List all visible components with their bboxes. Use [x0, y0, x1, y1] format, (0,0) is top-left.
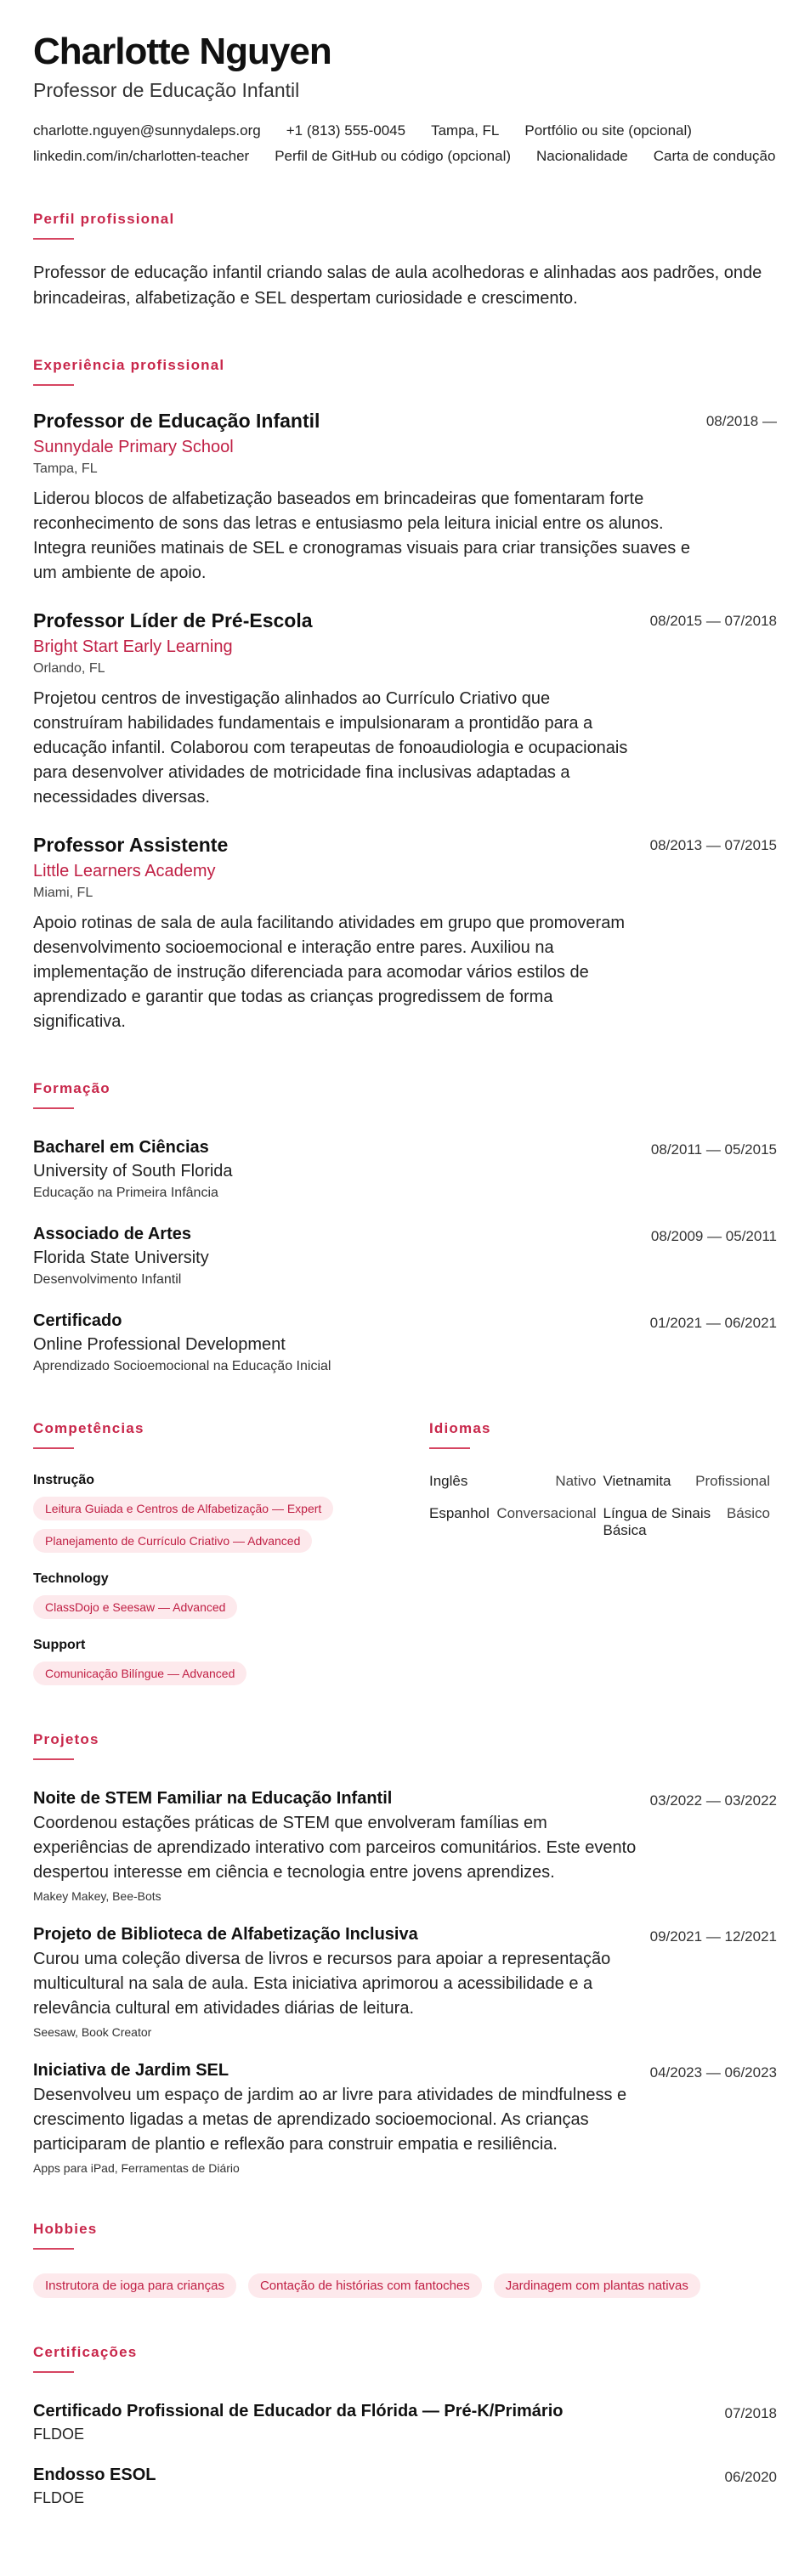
skill-category: Instrução [33, 1472, 95, 1487]
contact-location: Tampa, FL [431, 122, 500, 139]
experience-item [33, 609, 777, 810]
section-heading: Formação [33, 1079, 110, 1096]
field-of-study: Desenvolvimento Infantil [33, 1271, 182, 1287]
certification-item [33, 2466, 777, 2507]
job-date: 08/2013 — 07/2015 [649, 836, 777, 853]
education-section [33, 1080, 777, 1374]
project-tools: Makey Makey, Bee-Bots [33, 1888, 161, 1903]
certification-date: 07/2018 [724, 2404, 777, 2421]
experience-section [33, 357, 777, 1034]
contact-list [33, 122, 777, 165]
language-name: Vietnamita [603, 1472, 671, 1489]
contact-github[interactable]: Perfil de GitHub ou código (opcional) [275, 147, 512, 164]
hobbies-section [33, 2221, 777, 2298]
profile-section [33, 211, 777, 311]
skill-tag: Comunicação Bilíngue — Advanced [33, 1662, 246, 1685]
languages-section [429, 1420, 777, 1685]
job-description: Apoio rotinas de sala de aula facilitando atividades em grupo que promoveram desenvolvimento socioemocional e interação entre pares. Auxiliou na implementação de instrução diferenciada para acomodar vários estilos de aprendizado e garantir que todas as crianças progredissem de forma significativa. [33, 913, 625, 1031]
language-name: Espanhol [429, 1504, 490, 1521]
contact-linkedin[interactable]: linkedin.com/in/charlotten-teacher [33, 147, 250, 164]
language-name: Inglês [429, 1472, 468, 1489]
job-location: Orlando, FL [33, 660, 105, 676]
field-of-study: Aprendizado Socioemocional na Educação Inicial [33, 1358, 331, 1373]
skill-tag: Leitura Guiada e Centros de Alfabetização — Expert [33, 1497, 333, 1520]
skill-group [33, 1638, 429, 1685]
certification-issuer: FLDOE [33, 2425, 85, 2443]
contact-driving-license: Carta de condução [653, 147, 776, 164]
language-level: Profissional [695, 1472, 770, 1489]
skill-group [33, 1473, 429, 1553]
job-title: Professor Assistente [33, 833, 229, 856]
candidate-title: Professor de Educação Infantil [33, 78, 300, 101]
school-name: University of South Florida [33, 1161, 233, 1180]
project-description: Curou uma coleção diversa de livros e recursos para apoiar a representação multicultural na sala de aula. Esta iniciativa aprimorou a acessibilidade e a relevância cultural em atividades diárias de leitura. [33, 1949, 611, 2018]
job-location: Miami, FL [33, 885, 93, 900]
section-heading: Projetos [33, 1730, 99, 1747]
language-level: Conversacional [496, 1504, 597, 1521]
project-tools: Seesaw, Book Creator [33, 2024, 152, 2039]
degree-title: Certificado [33, 1311, 122, 1330]
section-heading: Hobbies [33, 2220, 98, 2237]
company-name: Little Learners Academy [33, 861, 216, 880]
job-location: Tampa, FL [33, 461, 98, 476]
certification-name: Endosso ESOL [33, 2465, 156, 2484]
project-item [33, 1789, 777, 1903]
project-description: Desenvolveu um espaço de jardim ao ar livre para atividades de mindfulness e crescimento ligadas a metas de aprendizado socioemocional. As crianças participaram de plantio e reflexão para construir empatia e resiliência. [33, 2085, 627, 2154]
education-date: 01/2021 — 06/2021 [649, 1314, 777, 1331]
skill-tag: Planejamento de Currículo Criativo — Advanced [33, 1529, 312, 1553]
hobby-tag: Contação de histórias com fantoches [248, 2273, 482, 2298]
certification-issuer: FLDOE [33, 2488, 85, 2506]
hobby-tag: Jardinagem com plantas nativas [494, 2273, 700, 2298]
certifications-section [33, 2344, 777, 2507]
job-description: Projetou centros de investigação alinhados ao Currículo Criativo que construíram habilidades fundamentais e impulsionaram a prontidão para a educação infantil. Colaborou com terapeutas de fonoaudiologia e ocupacionais para desenvolver atividades de motricidade fina inclusivas adaptadas a necessidades diversas. [33, 688, 628, 807]
certification-item [33, 2402, 777, 2443]
section-divider [33, 1758, 74, 1760]
project-description: Coordenou estações práticas de STEM que envolveram famílias em experiências de aprendizado interativo com parceiros comunitários. Este evento despertou interesse em ciência e tecnologia entre jovens aprendizes. [33, 1813, 637, 1882]
profile-summary: Professor de educação infantil criando salas de aula acolhedoras e alinhadas aos padrões, onde brincadeiras, alfabetização e SEL despertam curiosidade e crescimento. [33, 263, 762, 308]
job-title: Professor de Educação Infantil [33, 409, 320, 432]
degree-title: Associado de Artes [33, 1224, 191, 1243]
project-item [33, 2061, 777, 2175]
contact-phone[interactable]: +1 (813) 555-0045 [286, 122, 406, 139]
company-name: Sunnydale Primary School [33, 437, 234, 456]
experience-item [33, 410, 777, 586]
candidate-name: Charlotte Nguyen [33, 31, 331, 72]
section-divider [429, 1447, 470, 1449]
job-title: Professor Líder de Pré-Escola [33, 609, 313, 631]
project-date: 04/2023 — 06/2023 [649, 2064, 777, 2081]
contact-portfolio[interactable]: Portfólio ou site (opcional) [524, 122, 692, 139]
job-description: Liderou blocos de alfabetização baseados em brincadeiras que fomentaram forte reconhecimento de sons das letras e entusiasmo pela leitura inicial entre os alunos. Integra reuniões matinais de SEL e cronogramas visuais para criar transições suaves e um ambiente de apoio. [33, 489, 690, 582]
project-date: 09/2021 — 12/2021 [649, 1928, 777, 1945]
school-name: Florida State University [33, 1248, 209, 1267]
education-item [33, 1311, 777, 1374]
language-level: Básico [726, 1504, 770, 1521]
language-item [603, 1473, 778, 1490]
section-divider [33, 1107, 74, 1109]
projects-section [33, 1731, 777, 2175]
skill-category: Support [33, 1637, 86, 1652]
skill-category: Technology [33, 1571, 109, 1586]
education-date: 08/2011 — 05/2015 [650, 1141, 777, 1158]
project-title: Projeto de Biblioteca de Alfabetização Inclusiva [33, 1924, 418, 1944]
section-heading: Competências [33, 1419, 144, 1436]
project-title: Iniciativa de Jardim SEL [33, 2060, 229, 2080]
skill-group [33, 1571, 429, 1619]
section-divider [33, 2248, 74, 2250]
language-item [603, 1505, 778, 1539]
section-heading: Idiomas [429, 1419, 491, 1436]
field-of-study: Educação na Primeira Infância [33, 1185, 218, 1200]
contact-nationality: Nacionalidade [536, 147, 628, 164]
company-name: Bright Start Early Learning [33, 637, 233, 656]
language-item [429, 1505, 603, 1539]
section-heading: Perfil profissional [33, 210, 175, 227]
education-date: 08/2009 — 05/2011 [650, 1227, 777, 1244]
degree-title: Bacharel em Ciências [33, 1137, 209, 1157]
language-name: Língua de Sinais Básica [603, 1504, 711, 1538]
section-heading: Certificações [33, 2343, 138, 2360]
education-item [33, 1138, 777, 1201]
language-item [429, 1473, 603, 1490]
job-date: 08/2018 — [705, 412, 777, 429]
section-heading: Experiência profissional [33, 356, 225, 373]
section-divider [33, 384, 74, 386]
hobby-tag: Instrutora de ioga para crianças [33, 2273, 236, 2298]
skills-languages-row [33, 1420, 777, 1685]
skills-section [33, 1420, 429, 1685]
section-divider [33, 238, 74, 240]
job-date: 08/2015 — 07/2018 [649, 612, 777, 629]
project-tools: Apps para iPad, Ferramentas de Diário [33, 2160, 240, 2175]
contact-email[interactable]: charlotte.nguyen@sunnydaleps.org [33, 122, 261, 139]
project-date: 03/2022 — 03/2022 [649, 1792, 777, 1809]
section-divider [33, 1447, 74, 1449]
experience-item [33, 834, 777, 1034]
project-title: Noite de STEM Familiar na Educação Infantil [33, 1788, 393, 1808]
language-level: Nativo [555, 1472, 597, 1489]
skill-tag: ClassDojo e Seesaw — Advanced [33, 1595, 237, 1619]
project-item [33, 1925, 777, 2039]
section-divider [33, 2371, 74, 2373]
school-name: Online Professional Development [33, 1334, 286, 1354]
education-item [33, 1225, 777, 1288]
certification-name: Certificado Profissional de Educador da Flórida — Pré-K/Primário [33, 2401, 564, 2420]
certification-date: 06/2020 [724, 2468, 777, 2485]
